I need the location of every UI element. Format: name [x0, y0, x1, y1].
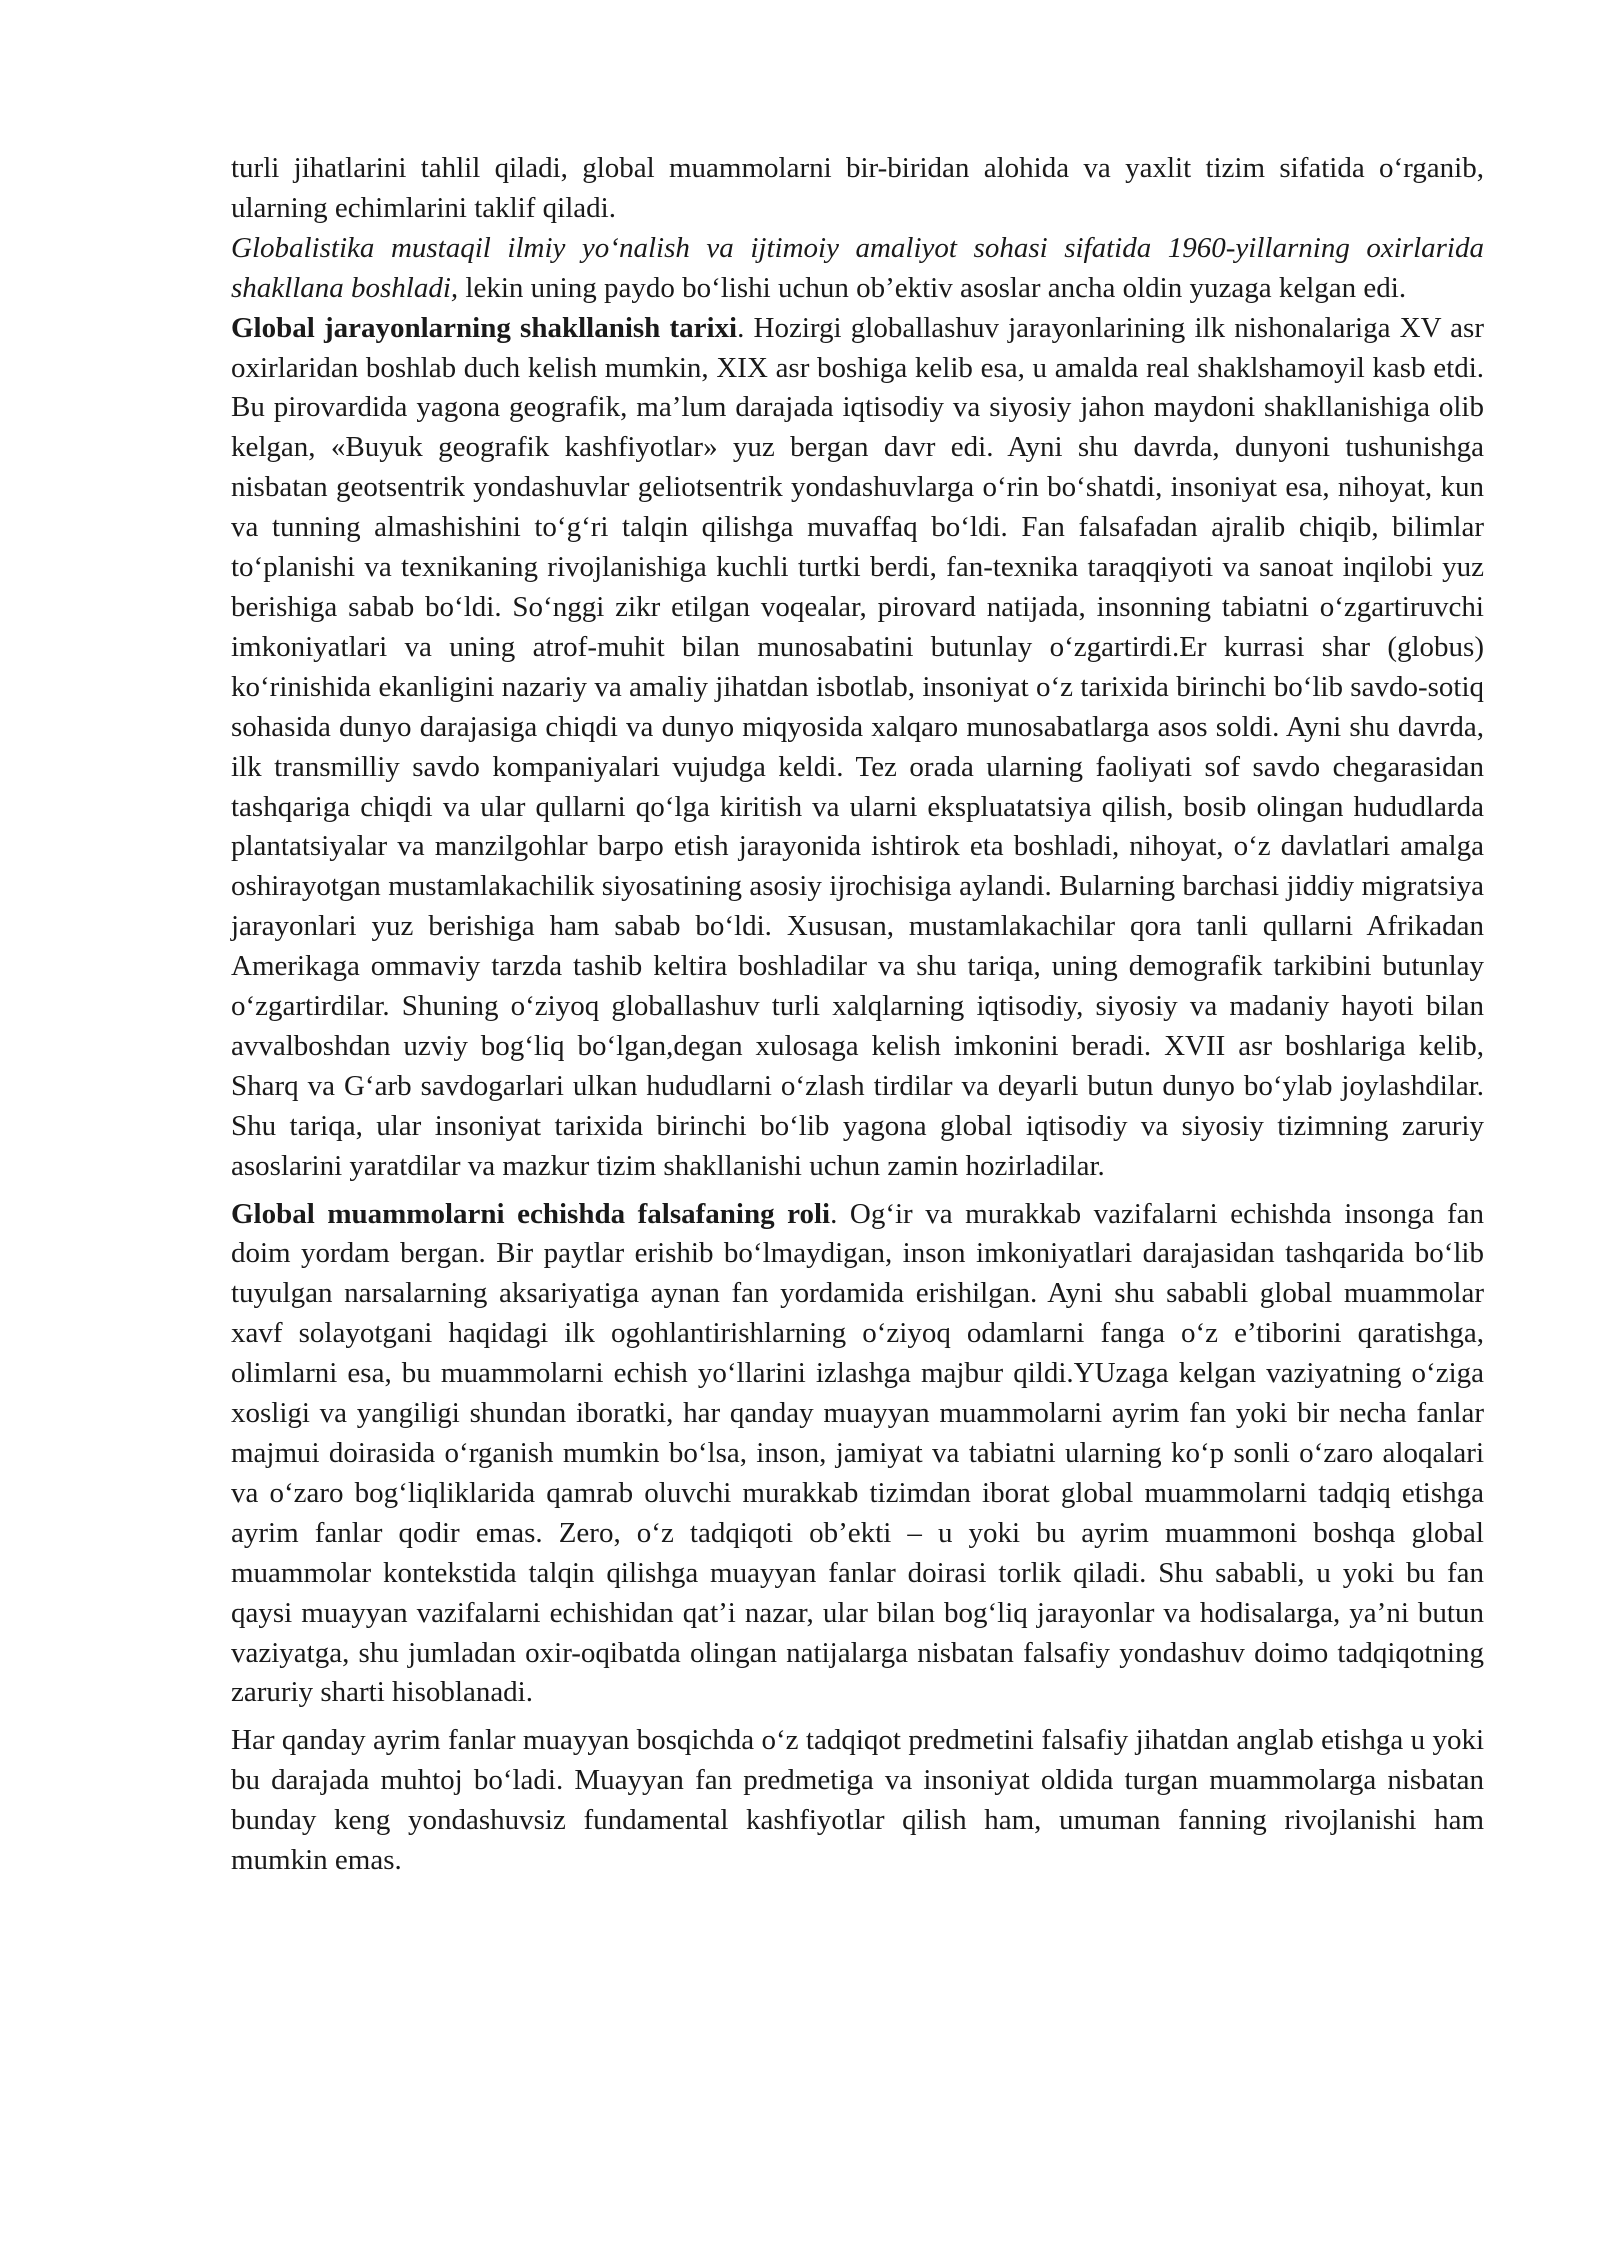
- document-body: [231, 149, 1484, 1881]
- paragraph-history: [231, 309, 1484, 1187]
- paragraph-text: . Og‘ir va murakkab vazifalarni echishda insonga fan doim yordam bergan. Bir paytlar erishib bo‘lmaydigan, inson imkoniyatlari darajasidan tashqarida bo‘lib tuyulgan narsalarning aksariyatiga aynan fan yordamida erishilgan. Ayni shu sababli global muammolar xavf solayotgani haqidagi ilk ogohlantirishlarning o‘ziyoq odamlarni fanga o‘z e’tiborini qaratishga, olimlarni esa, bu muammolarni echish yo‘llarini izlashga majbur qildi.YUzaga kelgan vaziyatning o‘ziga xosligi va yangiligi shundan iboratki, har qanday muayyan muammolarni ayrim fan yoki bir necha fanlar majmui doirasida o‘rganish mumkin bo‘lsa, inson, jamiyat va tabiatni ularning ko‘p sonli o‘zaro aloqalari va o‘zaro bog‘liqliklarida qamrab oluvchi murakkab tizimdan iborat global muammolarni tadqiq etishga ayrim fanlar qodir emas. Zero, o‘z tadqiqoti ob’ekti – u yoki bu ayrim muammoni boshqa global muammolar kontekstida talqin qilishga muayyan fanlar doirasi torlik qiladi. Shu sababli, u yoki bu fan qaysi muayyan vazifalarni echishidan qat’i nazar, ular bilan bog‘liq jarayonlar va hodisalarga, ya’ni butun vaziyatga, shu jumladan oxir-oqibatda olingan natijalarga nisbatan falsafiy yondashuv doimo tadqiqotning zaruriy sharti hisoblanadi.: [231, 1197, 1484, 1709]
- paragraph-text: . Hozirgi globallashuv jarayonlarining ilk nishonalariga XV asr oxirlaridan boshlab duch kelish mumkin, XIX asr boshiga kelib esa, u amalda real shaklshamoyil kasb etdi. Bu pirovardida yagona geografik, ma’lum darajada iqtisodiy va siyosiy jahon maydoni shakllanishiga olib kelgan, «Buyuk geografik kashfiyotlar» yuz bergan davr edi. Ayni shu davrda, dunyoni tushunishga nisbatan geotsentrik yondashuvlar geliotsentrik yondashuvlarga o‘rin bo‘shatdi, insoniyat esa, nihoyat, kun va tunning almashishini to‘g‘ri talqin qilishga muvaffaq bo‘ldi. Fan falsafadan ajralib chiqib, bilimlar to‘planishi va texnikaning rivojlanishiga kuchli turtki berdi, fan-texnika taraqqiyoti va sanoat inqilobi yuz berishiga sabab bo‘ldi. So‘nggi zikr etilgan voqealar, pirovard natijada, insonning tabiatni o‘zgartiruvchi imkoniyatlari va uning atrof-muhit bilan munosabatini butunlay o‘zgartirdi.Er kurrasi shar (globus) ko‘rinishida ekanligini nazariy va amaliy jihatdan isbotlab, insoniyat o‘z tarixida birinchi bo‘lib savdo-sotiq sohasida dunyo darajasiga chiqdi va dunyo miqyosida xalqaro munosabatlarga asos soldi. Ayni shu davrda, ilk transmilliy savdo kompaniyalari vujudga keldi. Tez orada ularning faoliyati sof savdo chegarasidan tashqariga chiqdi va ular qullarni qo‘lga kiritish va ularni ekspluatatsiya qilish, bosib olingan hududlarda plantatsiyalar va manzilgohlar barpo etish jarayonida ishtirok eta boshladi, nihoyat, o‘z davlatlari amalga oshirayotgan mustamlakachilik siyosatining asosiy ijrochisiga aylandi. Bularning barchasi jiddiy migratsiya jarayonlari yuz berishiga ham sabab bo‘ldi. Xususan, mustamlakachilar qora tanli qullarni Afrikadan Amerikaga ommaviy tarzda tashib keltira boshladilar va shu tariqa, uning demografik tarkibini butunlay o‘zgartirdilar. Shuning o‘ziyoq globallashuv turli xalqlarning iqtisodiy, siyosiy va madaniy hayoti bilan avvalboshdan uzviy bog‘liq bo‘lgan,degan xulosaga kelish imkonini beradi. XVII asr boshlariga kelib, Sharq va G‘arb savdogarlari ulkan hududlarni o‘zlash tirdilar va deyarli butun dunyo bo‘ylab joylashdilar. Shu tariqa, ular insoniyat tarixida birinchi bo‘lib yagona global iqtisodiy va siyosiy tizimning zaruriy asoslarini yaratdilar va mazkur tizim shakllanishi uchun zamin hozirladilar.: [231, 311, 1484, 1182]
- paragraph-conclusion: Har qanday ayrim fanlar muayyan bosqichda o‘z tadqiqot predmetini falsafiy jihatdan anglab etishga u yoki bu darajada muhtoj bo‘ladi. Muayyan fan predmetiga va insoniyat oldida turgan muammolarga nisbatan bunday keng yondashuvsiz fundamental kashfiyotlar qilish ham, umuman fanning rivojlanishi ham mumkin emas.: [231, 1724, 1484, 1877]
- paragraph-text: lekin uning paydo bo‘lishi uchun ob’ektiv asoslar ancha oldin yuzaga kelgan edi.: [458, 271, 1407, 304]
- paragraph-globalistika: [231, 229, 1484, 309]
- section-heading-history: Global jarayonlarning shakllanish tarixi: [231, 311, 738, 344]
- paragraph-intro: turli jihatlarini tahlil qiladi, global muammolarni bir-biridan alohida va yaxlit tizim sifatida o‘rganib, ularning echimlarini taklif qiladi.: [231, 152, 1484, 224]
- section-heading-philosophy: Global muammolarni echishda falsafaning roli: [231, 1197, 831, 1230]
- paragraph-philosophy-role: [231, 1195, 1484, 1714]
- italic-statement: Globalistika mustaqil ilmiy yo‘nalish va ijtimoiy amaliyot sohasi sifatida 1960-yillarning oxirlarida shakllana boshladi,: [231, 231, 1484, 304]
